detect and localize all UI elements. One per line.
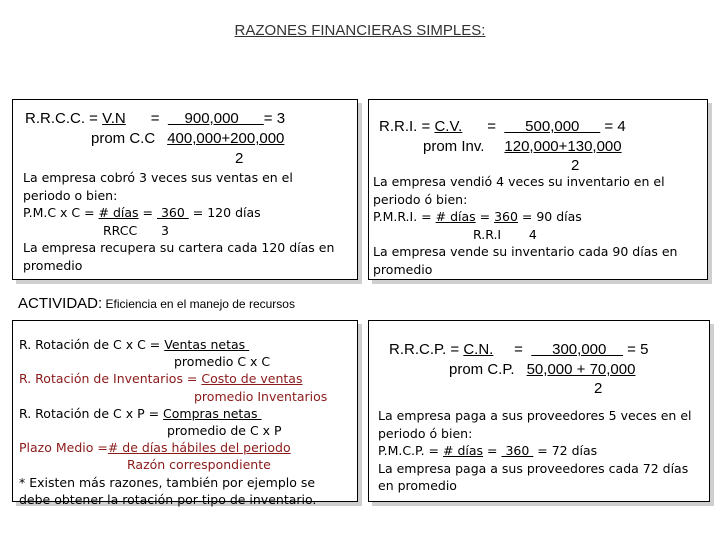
rotation-formulas-box — [12, 320, 358, 507]
rri-formula-line3: 2 — [571, 157, 580, 174]
rrcp-formula-line1: R.R.C.P. = C.N. = 300,000 = 5 — [389, 341, 649, 358]
rrcc-formula-line1: R.R.C.C. = V.N = 900,000 = 3 — [25, 110, 286, 127]
actividad-heading: ACTIVIDAD: Eficiencia en el manejo de recursos — [18, 295, 295, 312]
rri-box — [368, 99, 708, 280]
rrcc-formula-line3: 2 — [235, 150, 244, 167]
rotation-formulas: R. Rotación de C x C = Ventas netas promedio C x C R. Rotación de Inventarios = Costo de ventas promedio Inventarios R. Rotación de C x P = Compras netas promedio de C x P Plazo Medio =# de días hábiles del periodo Razón correspondiente * Existen más razones, también por ejemplo se debe obtener la rotación por tipo de inventario. — [19, 337, 328, 507]
rrcp-formula-line2: prom C.P. 50,000 + 70,000 — [449, 361, 636, 378]
rri-explanation: La empresa vendió 4 veces su inventario en el periodo ó bien: P.M.R.I. = # días = 360 = 90 días R.R.I 4 La empresa vende su inventario cada 90 días en promedio — [373, 174, 678, 277]
rrcp-explanation: La empresa paga a sus proveedores 5 veces en el periodo ó bien: P.M.C.P. = # días = 360 = 72 días La empresa paga a sus proveedores cada 72 días en promedio — [378, 408, 692, 493]
rrcc-box — [12, 99, 358, 280]
page-title: RAZONES FINANCIERAS SIMPLES: — [234, 22, 486, 39]
rri-formula-line2: prom Inv. 120,000+130,000 — [423, 138, 622, 155]
rrcc-formula-line2: prom C.C 400,000+200,000 — [91, 130, 285, 147]
rrcp-box — [368, 320, 710, 502]
rrcc-explanation: La empresa cobró 3 veces sus ventas en el periodo o bien: P.M.C x C = # días = 360 = 120 días RRCC 3 La empresa recupera su cartera cada 120 días en promedio — [23, 170, 335, 273]
rri-formula-line1: R.R.I. = C.V. = 500,000 = 4 — [379, 118, 626, 135]
rrcp-formula-line3: 2 — [594, 380, 603, 397]
